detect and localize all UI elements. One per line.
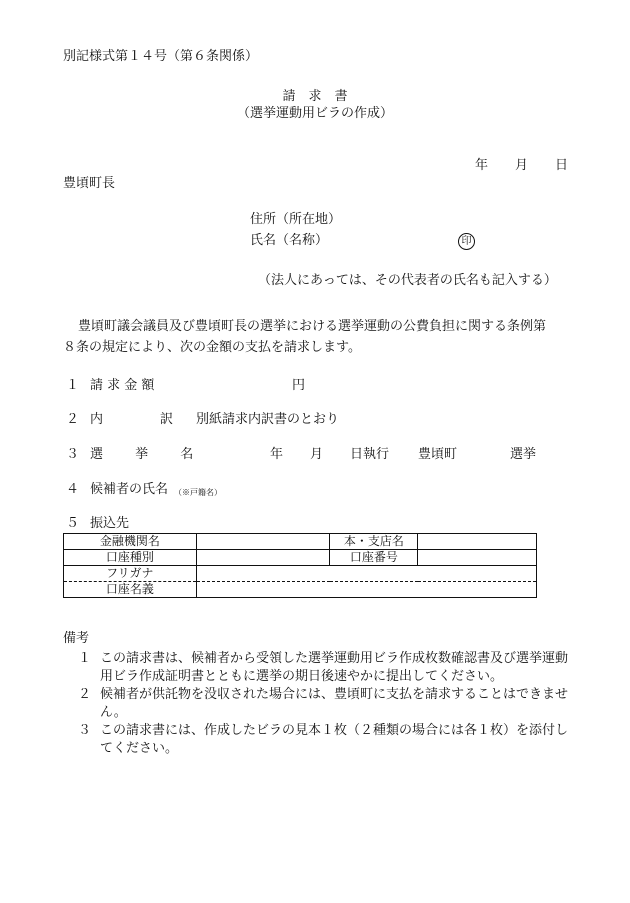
item-label-breakdown-b: 訳 xyxy=(160,412,174,427)
document-title: 請 求 書 xyxy=(282,89,348,104)
name-label: 氏名（名称） xyxy=(250,233,329,248)
item-number-4: ４ xyxy=(66,482,80,497)
item-unit-yen: 円 xyxy=(292,378,306,393)
election-year: 年 xyxy=(270,447,284,462)
form-reference: 別記様式第１４号（第６条関係） xyxy=(63,49,259,64)
remark-number-2: ２ xyxy=(78,687,92,702)
account-name-label: 口座名義 xyxy=(64,582,197,598)
item-number-3: ３ xyxy=(66,447,80,462)
corporation-note: （法人にあっては、その代表者の氏名も記入する） xyxy=(258,273,557,288)
branch-label: 本・支店名 xyxy=(330,534,418,550)
body-text-line-2: ８条の規定により、次の金額の支払を請求します。 xyxy=(63,340,361,355)
remark-3 xyxy=(78,722,578,758)
account-name-value[interactable] xyxy=(196,582,536,598)
item-number-5: ５ xyxy=(66,516,80,531)
seal-mark: 印 xyxy=(458,233,475,250)
item-label-amount: 請 求 金 額 xyxy=(90,378,155,393)
account-number-label: 口座番号 xyxy=(330,550,418,566)
election-month: 月 xyxy=(310,447,324,462)
account-number-value[interactable] xyxy=(418,550,537,566)
body-text-line-1: 豊頃町議会議員及び豊頃町長の選挙における選挙運動の公費負担に関する条例第 xyxy=(78,319,547,334)
date-day: 日 xyxy=(555,158,569,173)
document-subtitle: （選挙運動用ビラの作成） xyxy=(236,106,393,121)
account-type-label: 口座種別 xyxy=(64,550,197,566)
remark-1 xyxy=(78,650,578,686)
remarks-title: 備考 xyxy=(63,631,90,646)
branch-value[interactable] xyxy=(418,534,537,550)
bank-name-value[interactable] xyxy=(196,534,330,550)
election-town: 豊頃町 xyxy=(418,447,458,462)
item-number-1: １ xyxy=(66,378,80,393)
furigana-label: フリガナ xyxy=(64,566,197,582)
item-label-candidate-name: 候補者の氏名 xyxy=(90,482,169,497)
address-label: 住所（所在地） xyxy=(250,212,342,227)
remark-text-1: この請求書は、候補者から受領した選挙運動用ビラ作成枚数確認書及び選挙運動用ビラ作成証明書とともに選挙の期日後速やかに提出してください。 xyxy=(100,651,569,684)
addressee: 豊頃町長 xyxy=(63,176,116,191)
item-number-2: ２ xyxy=(66,412,80,427)
remark-number-3: ３ xyxy=(78,723,92,738)
remark-2 xyxy=(78,686,578,722)
date-month: 月 xyxy=(515,158,529,173)
item-value-breakdown: 別紙請求内訳書のとおり xyxy=(196,412,340,427)
item-note-family-register: （※戸籍名） xyxy=(174,488,222,497)
item-label-election-name: 選 挙 名 xyxy=(90,447,208,462)
furigana-value[interactable] xyxy=(196,566,536,582)
bank-name-label: 金融機関名 xyxy=(64,534,197,550)
election-type: 選挙 xyxy=(510,447,537,462)
remark-text-3: この請求書には、作成したビラの見本１枚（２種類の場合には各１枚）を添付してください。 xyxy=(100,723,569,756)
election-day: 日執行 xyxy=(350,447,390,462)
remark-text-2: 候補者が供託物を没収された場合には、豊頃町に支払を請求することはできません。 xyxy=(100,687,569,720)
item-label-breakdown-a: 内 xyxy=(90,412,104,427)
bank-transfer-table xyxy=(63,533,537,598)
item-label-transfer: 振込先 xyxy=(90,516,130,531)
remark-number-1: １ xyxy=(78,651,92,666)
date-year: 年 xyxy=(475,158,489,173)
account-type-value[interactable] xyxy=(196,550,330,566)
